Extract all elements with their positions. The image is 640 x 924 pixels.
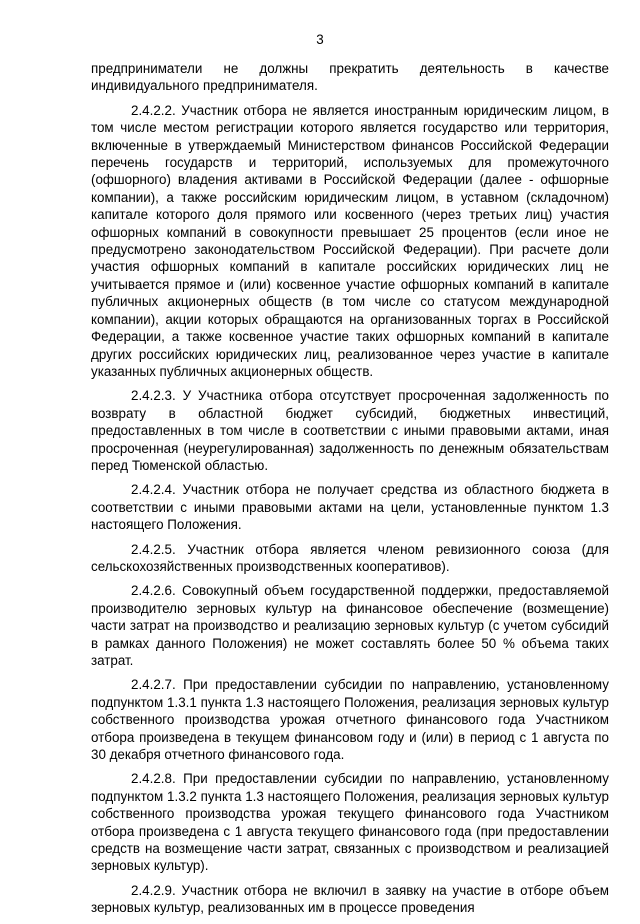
document-body: [91, 60, 609, 924]
paragraph-2-4-2-9: 2.4.2.9. Участник отбора не включил в заявку на участие в отборе объем зерновых культур, реализованных им в процессе проведения: [91, 882, 609, 916]
paragraph-2-4-2-3: 2.4.2.3. У Участника отбора отсутствует просроченная задолженность по возврату в областной бюджет субсидий, бюджетных инвестиций, предоставленных в том числе в соответствии с иными правовыми актами, иная просроченная (неурегулированная) задолженность по денежным обязательствам перед Тюменской областью.: [91, 388, 609, 473]
paragraph-2-4-2-7: 2.4.2.7. При предоставлении субсидии по направлению, установленному подпунктом 1.3.1 пункта 1.3 настоящего Положения, реализация зерновых культур собственного производства урожая отчетного финансового года Участником отбора произведена в текущем финансовом году и (или) в период с 1 августа по 30 декабря отчетного финансового года.: [91, 677, 609, 763]
page-number: 3: [316, 32, 324, 47]
paragraph-2-4-2-2: 2.4.2.2. Участник отбора не является иностранным юридическим лицом, в том числе местом регистрации которого является государство или территория, включенные в утверждаемый Министерством финансов Российской Федерации перечень государств и территорий, используемых для промежуточного (офшорного) владения активами в Российской Федерации (далее - офшорные компании), а также российским юридическим лицом, в уставном (складочном) капитале которого доля прямого или косвенного (через третьих лиц) участия офшорных компаний в совокупности превышает 25 процентов (если иное не предусмотрено законодательством Российской Федерации). При расчете доли участия офшорных компаний в капитале российских юридических лиц не учитывается прямое и (или) косвенное участие офшорных компаний в капитале публичных акционерных обществ (в том числе со статусом международной компании), акции которых обращаются на организованных торгах в Российской Федерации, а также косвенное участие таких офшорных компаний в капитале других российских юридических лиц, реализованное через участие в капитале указанных публичных акционерных обществ.: [91, 102, 609, 379]
paragraph-continuation: предприниматели не должны прекратить деятельность в качестве индивидуального предпринимателя.: [91, 61, 609, 94]
paragraph-2-4-2-6: 2.4.2.6. Совокупный объем государственной поддержки, предоставляемой производителю зерновых культур на финансовое обеспечение (возмещение) части затрат на производство и реализацию зерновых культур (с учетом субсидий в рамках данного Положения) не может составлять более 50 % объема таких затрат.: [91, 583, 609, 668]
paragraph-2-4-2-8: 2.4.2.8. При предоставлении субсидии по направлению, установленному подпунктом 1.3.2 пункта 1.3 настоящего Положения, реализация зерновых культур собственного производства урожая текущего финансового года Участником отбора произведена с 1 августа текущего финансового года (при предоставлении средств на возмещение части затрат, связанных с производством и реализацией зерновых культур).: [91, 771, 609, 874]
paragraph-2-4-2-4: 2.4.2.4. Участник отбора не получает средства из областного бюджета в соответствии с иными правовыми актами на цели, установленные пунктом 1.3 настоящего Положения.: [91, 482, 609, 533]
paragraph-2-4-2-5: 2.4.2.5. Участник отбора является членом ревизионного союза (для сельскохозяйственных производственных кооперативов).: [91, 541, 609, 574]
